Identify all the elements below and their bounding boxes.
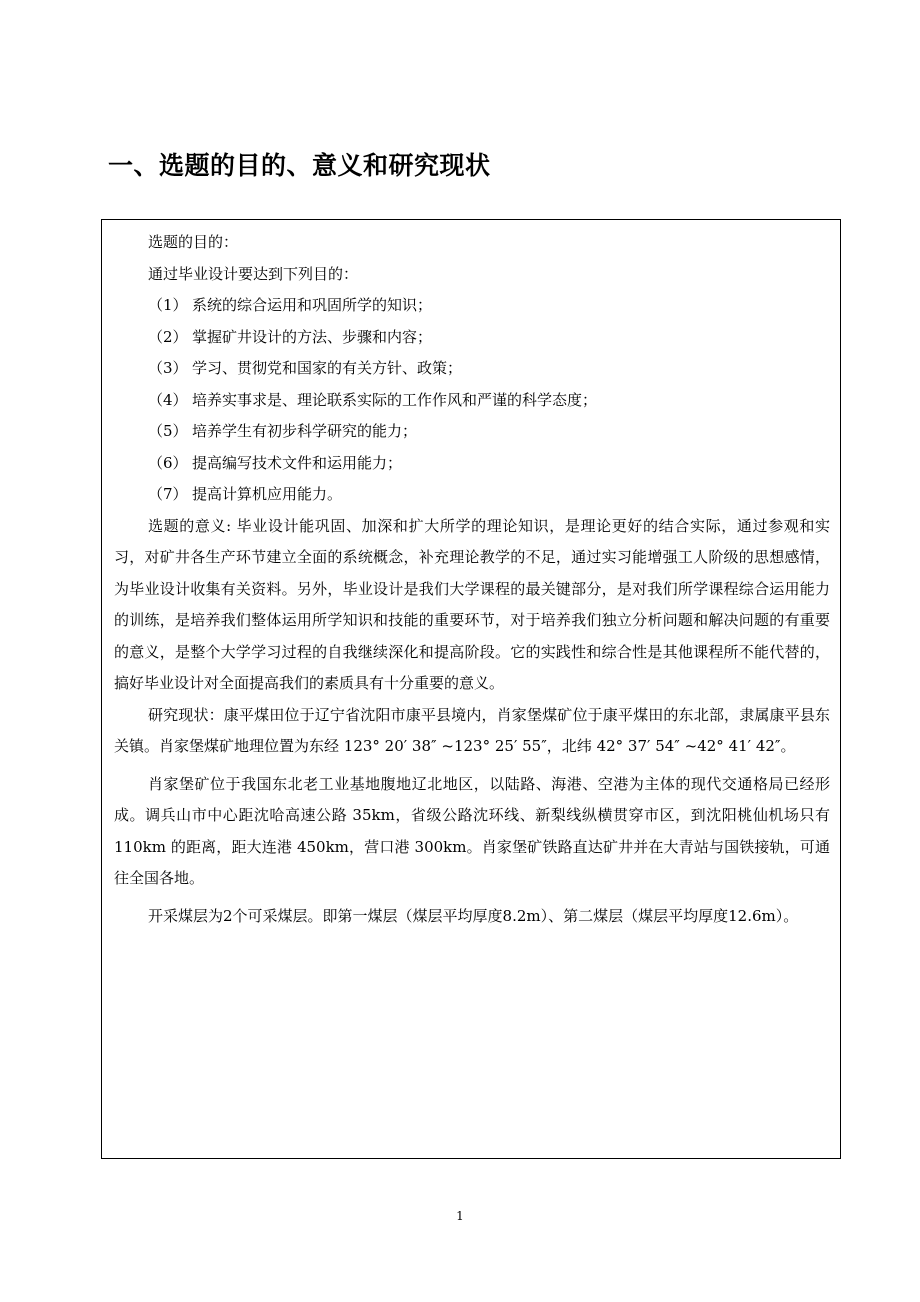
list-item-text: 学习、贯彻党和国家的有关方针、政策； — [192, 359, 463, 377]
status-paragraph: 研究现状：康平煤田位于辽宁省沈阳市康平县境内，肖家堡煤矿位于康平煤田的东北部，隶属康平县东关镇。肖家堡煤矿地理位置为东经 123° 20′ 38″ ~123° 25′ 55″，北纬 42° 37′ 54″ ~42° 41′ 42″。 — [114, 705, 830, 755]
list-item-text: 提高编写技术文件和运用能力； — [192, 453, 403, 472]
list-item — [114, 353, 830, 385]
list-item-number: （1） — [148, 296, 188, 314]
list-item-text: 系统的综合运用和巩固所学的知识； — [192, 296, 433, 314]
list-item-text: 培养实事求是、理论联系实际的工作作风和严谨的科学态度； — [192, 390, 598, 409]
section-heading: 一、选题的目的、意义和研究现状 — [108, 151, 491, 180]
purpose-title: 选题的目的： — [148, 233, 239, 251]
list-item-number: （7） — [148, 485, 188, 503]
list-item-number: （6） — [148, 453, 188, 472]
list-item-number: （5） — [148, 422, 188, 440]
page-number: 1 — [456, 1209, 464, 1223]
list-item-number: （2） — [148, 327, 188, 346]
list-item — [114, 479, 830, 511]
list-item — [114, 448, 830, 480]
list-item — [114, 416, 830, 448]
purpose-list — [114, 290, 830, 511]
list-item-number: （4） — [148, 390, 188, 409]
transport-paragraph: 肖家堡矿位于我国东北老工业基地腹地辽北地区，以陆路、海港、空港为主体的现代交通格局已经形成。调兵山市中心距沈哈高速公路 35km，省级公路沈环线、新梨线纵横贯穿市区，到沈阳桃仙机场只有 110km 的距离，距大连港 450km，营口港 300km。肖家堡矿铁路直达矿井并在大青站与国铁接轨，可通往全国各地。 — [114, 774, 830, 887]
list-item — [114, 290, 830, 322]
list-item-text: 掌握矿井设计的方法、步骤和内容； — [192, 327, 433, 346]
content-box — [101, 219, 841, 1159]
purpose-intro: 通过毕业设计要达到下列目的： — [148, 264, 359, 283]
list-item-number: （3） — [148, 359, 188, 377]
list-item-text: 培养学生有初步科学研究的能力； — [192, 422, 418, 440]
list-item — [114, 322, 830, 354]
list-item-text: 提高计算机应用能力。 — [192, 485, 343, 503]
list-item — [114, 385, 830, 417]
significance-paragraph: 选题的意义: 毕业设计能巩固、加深和扩大所学的理论知识，是理论更好的结合实际，通过参观和实习，对矿井各生产环节建立全面的系统概念，补充理论教学的不足，通过实习能增强工人阶级的思想感情，为毕业设计收集有关资料。另外，毕业设计是我们大学课程的最关键部分，是对我们所学课程综合运用能力的训练，是培养我们整体运用所学知识和技能的重要环节，对于培养我们独立分析问题和解决问题的有重要的意义，是整个大学学习过程的自我继续深化和提高阶段。它的实践性和综合性是其他课程所不能代替的，搞好毕业设计对全面提高我们的素质具有十分重要的意义。 — [114, 516, 830, 692]
coal-seams-paragraph: 开采煤层为2个可采煤层。即第一煤层（煤层平均厚度8.2m）、第二煤层（煤层平均厚度12.6m）。 — [148, 906, 799, 925]
